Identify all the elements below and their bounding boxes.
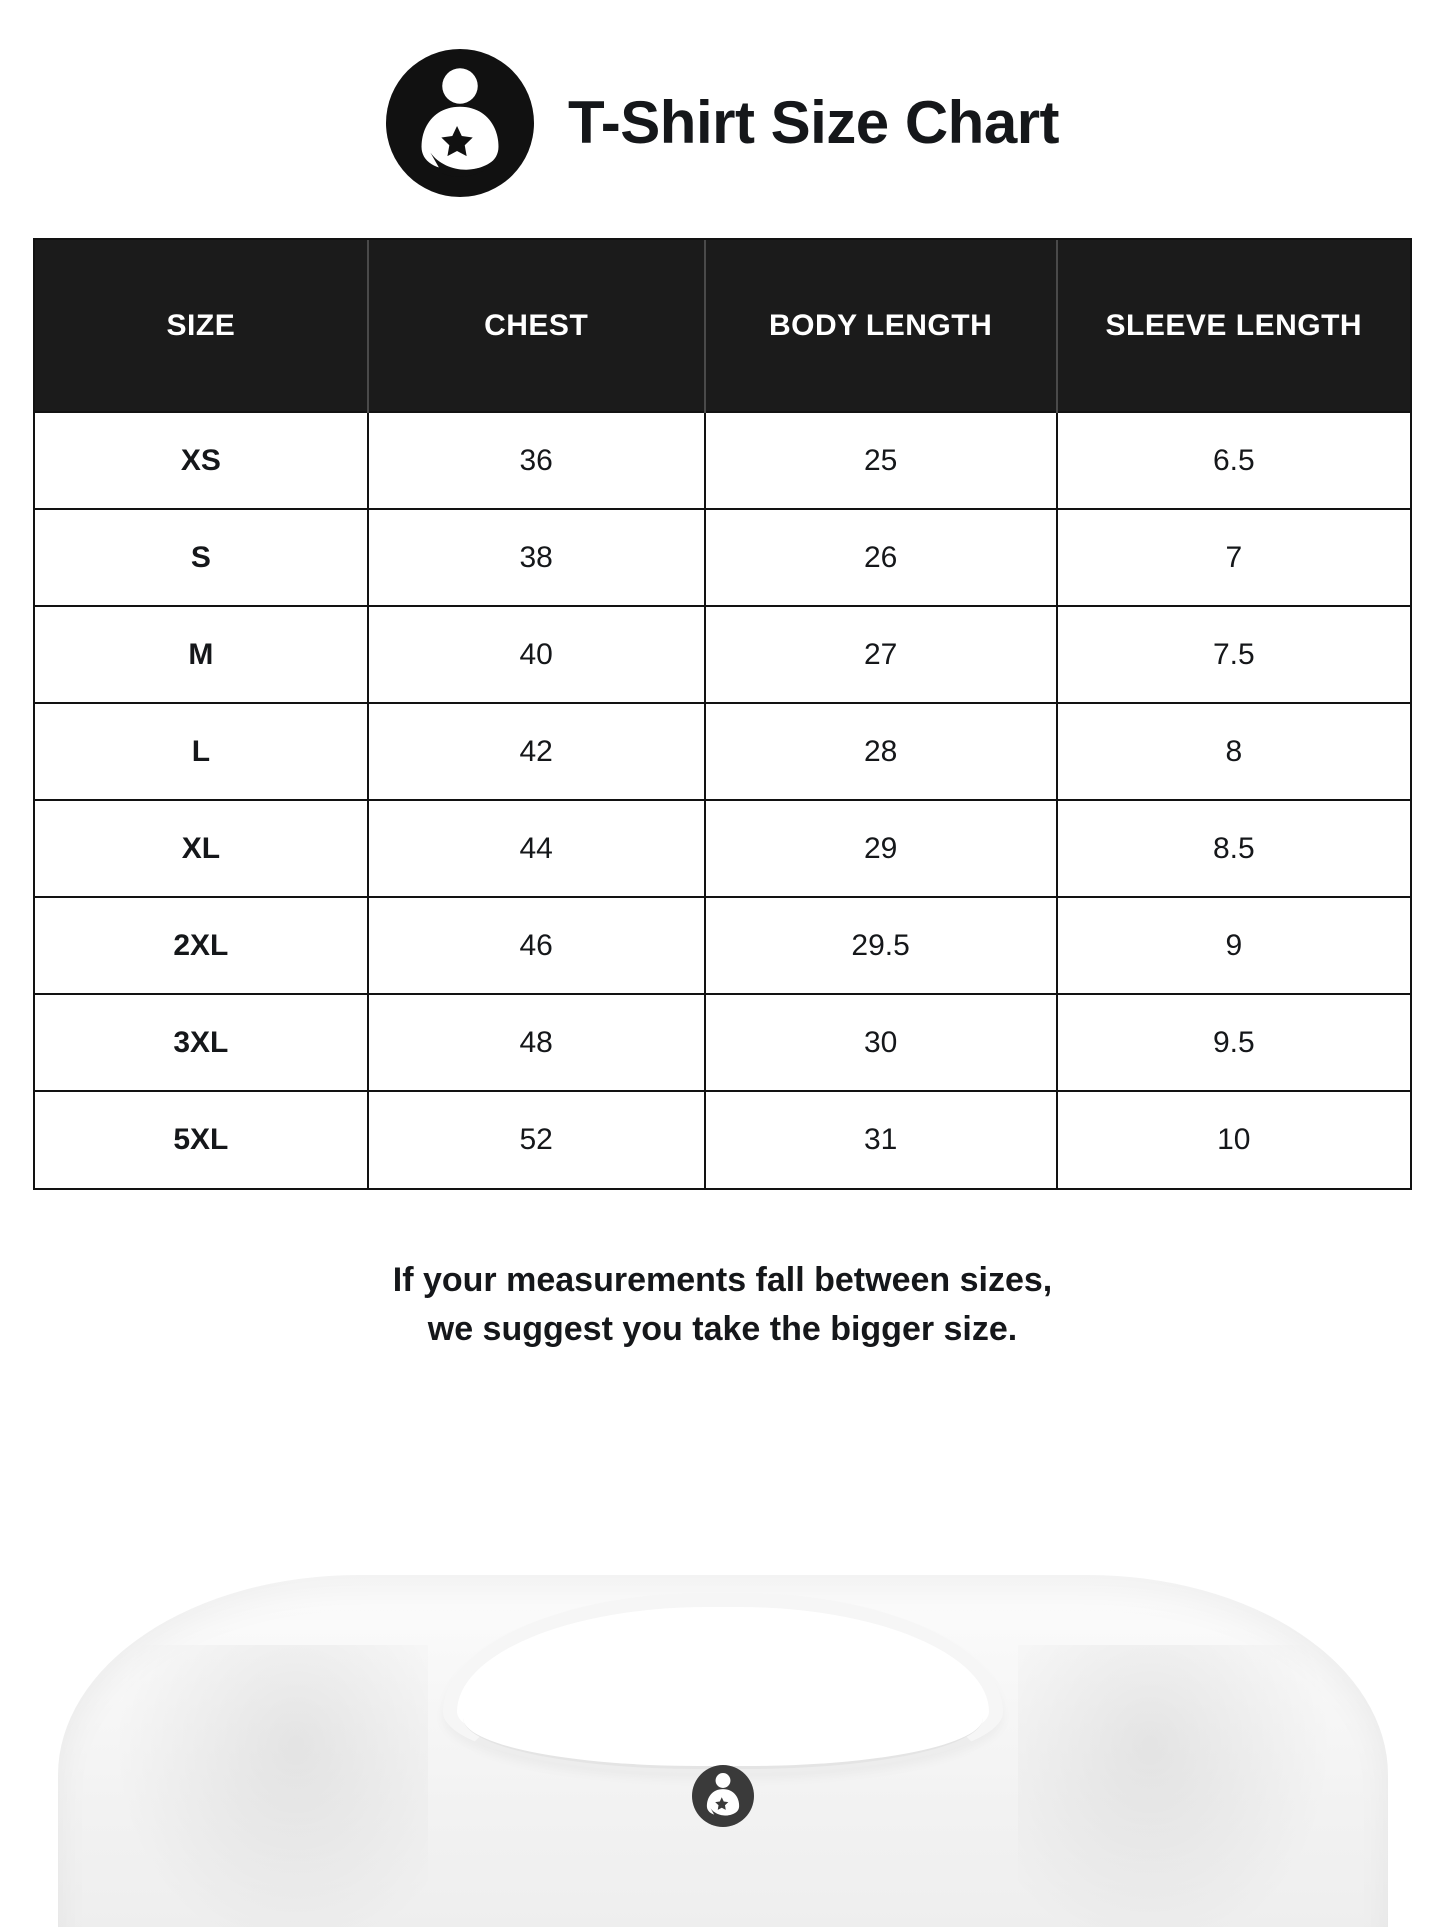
cell-body-length: 31 [705,1091,1057,1188]
cell-size: S [35,509,368,606]
cell-body-length: 29 [705,800,1057,897]
cell-chest: 52 [368,1091,705,1188]
table-row [35,412,1410,509]
table-row [35,994,1410,1091]
cell-size: 3XL [35,994,368,1091]
cell-size: L [35,703,368,800]
tshirt-photo [0,1547,1445,1927]
cell-body-length: 29.5 [705,897,1057,994]
cell-chest: 48 [368,994,705,1091]
table-row [35,606,1410,703]
tshirt-shadow-left [98,1645,428,1927]
size-table-container [33,238,1412,1190]
cell-body-length: 28 [705,703,1057,800]
cell-size: M [35,606,368,703]
tshirt-collar [443,1593,1003,1773]
cell-sleeve-length: 10 [1057,1091,1410,1188]
cell-sleeve-length: 7.5 [1057,606,1410,703]
cell-sleeve-length: 8.5 [1057,800,1410,897]
table-row [35,703,1410,800]
cell-size: XL [35,800,368,897]
cell-chest: 42 [368,703,705,800]
column-header-chest: CHEST [368,240,705,412]
cell-size: XS [35,412,368,509]
mother-and-child-logo-icon [386,49,534,197]
cell-sleeve-length: 9 [1057,897,1410,994]
table-header-row [35,240,1410,412]
column-header-size: SIZE [35,240,368,412]
table-row [35,897,1410,994]
column-header-body-length: BODY LENGTH [705,240,1057,412]
cell-chest: 44 [368,800,705,897]
sizing-note-line-1: If your measurements fall between sizes, [392,1261,1053,1299]
sizing-note [0,1256,1445,1355]
cell-chest: 36 [368,412,705,509]
cell-body-length: 27 [705,606,1057,703]
tshirt-collar-inner [463,1619,983,1769]
mother-and-child-logo-icon [692,1765,754,1827]
cell-body-length: 30 [705,994,1057,1091]
sizing-note-line-2: we suggest you take the bigger size. [427,1310,1018,1349]
cell-chest: 40 [368,606,705,703]
cell-sleeve-length: 6.5 [1057,412,1410,509]
cell-body-length: 25 [705,412,1057,509]
page-title: T-Shirt Size Chart [567,89,1060,156]
table-row [35,800,1410,897]
size-table [35,240,1410,1188]
table-row [35,509,1410,606]
tshirt-shadow-right [1018,1645,1348,1927]
cell-size: 5XL [35,1091,368,1188]
cell-sleeve-length: 9.5 [1057,994,1410,1091]
table-row [35,1091,1410,1188]
column-header-sleeve-length: SLEEVE LENGTH [1057,240,1410,412]
cell-size: 2XL [35,897,368,994]
tshirt-body [58,1575,1388,1927]
cell-chest: 38 [368,509,705,606]
cell-body-length: 26 [705,509,1057,606]
cell-sleeve-length: 7 [1057,509,1410,606]
page-header [0,0,1445,200]
cell-sleeve-length: 8 [1057,703,1410,800]
cell-chest: 46 [368,897,705,994]
